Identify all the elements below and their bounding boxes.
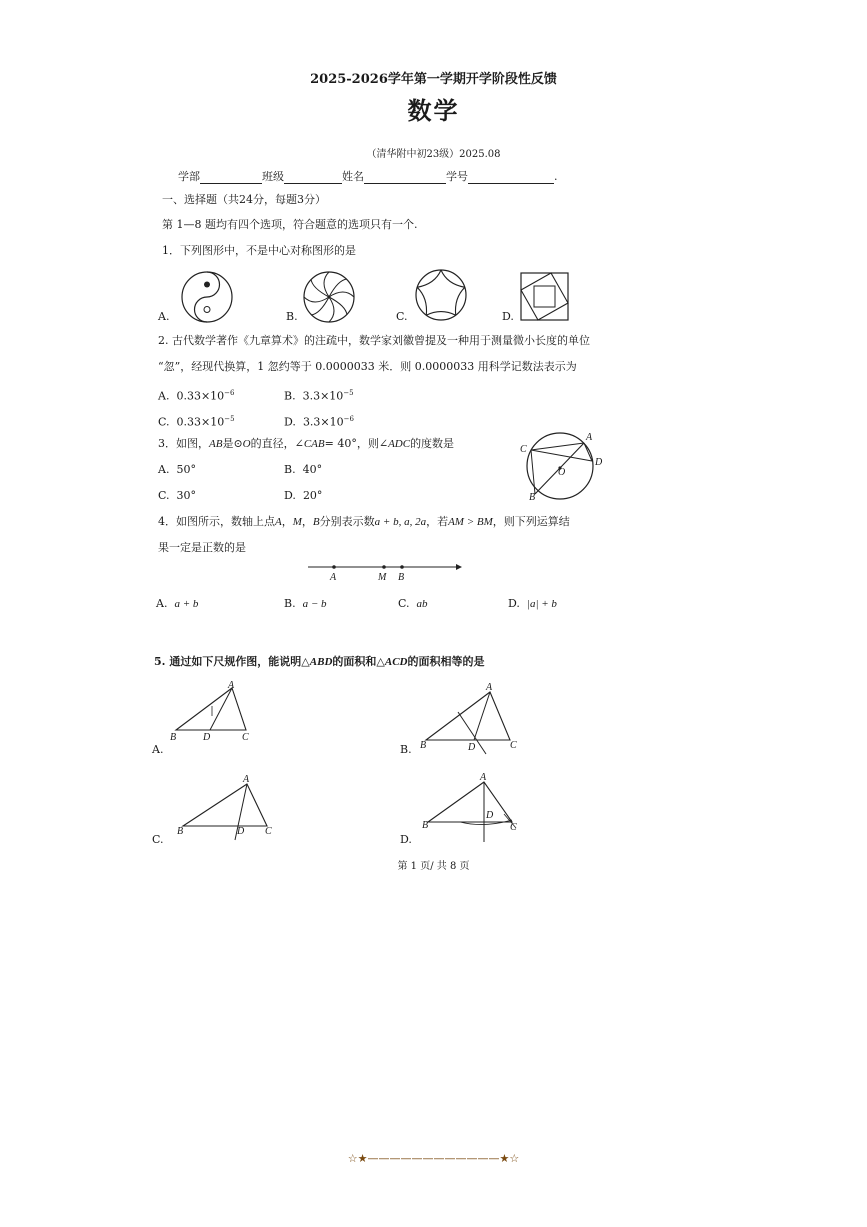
class-blank[interactable]	[284, 172, 342, 184]
section-instruction: 第 1—8 题均有四个选项，符合题意的选项只有一个.	[162, 218, 418, 231]
q3-option-c: C. 30°	[158, 489, 197, 502]
q5-option-d-label: D.	[400, 833, 412, 846]
q5-figure-d	[420, 770, 530, 846]
q4-option-b: B. a − b	[284, 597, 327, 610]
nested-square-figure	[520, 272, 570, 322]
point-m	[382, 565, 386, 569]
point-a	[332, 565, 336, 569]
q5b-label-c: C	[510, 740, 517, 751]
q5d-label-d: D	[486, 810, 494, 821]
taiji-figure	[180, 270, 234, 324]
q2-stem-line2: “忽”，经现代换算，1 忽约等于 0.0000033 米．则 0.0000033 用科学记数法表示为	[158, 360, 577, 373]
q4-stem-line1: 4．如图所示，数轴上点A，M，B分别表示数a + b, a, 2a，若AM > BM，则下列运算结	[158, 515, 570, 528]
q1-option-c-label: C.	[396, 310, 408, 323]
q5a-label-d: D	[203, 732, 211, 743]
q5-option-c-label: C.	[152, 833, 164, 846]
q5c-label-a: A	[243, 774, 250, 785]
q5-option-b-label: B.	[400, 743, 412, 756]
q4-option-d: D. |a| + b	[508, 597, 557, 610]
name-blank[interactable]	[364, 172, 446, 184]
section-heading: 一、选择题（共24分，每题3分）	[162, 193, 326, 206]
q5-stem: 5. 通过如下尺规作图，能说明△ABD的面积和△ACD的面积相等的是	[154, 655, 485, 668]
chord-ac	[531, 443, 584, 450]
q1-option-d-label: D.	[502, 310, 514, 323]
q5b-label-a: A	[486, 682, 493, 693]
dept-label: 学部	[178, 170, 200, 183]
q3-label-c: C	[520, 444, 527, 455]
q2-option-c: C. $0.33\times 10^{-5}$	[158, 415, 235, 429]
q2-option-b: B. $3.3\times 10^{-5}$	[284, 389, 354, 403]
q5c-label-c: C	[265, 826, 272, 837]
q3-circle-figure	[518, 428, 608, 504]
q3-stem: 3．如图，AB是⊙O的直径，∠CAB= 40°，则∠ADC的度数是	[158, 437, 455, 450]
q5-figure-a	[170, 678, 258, 744]
school-date-line: （清华附中初23级）2025.08	[366, 149, 501, 160]
id-label: 学号	[446, 170, 468, 183]
q3-label-d: D	[595, 457, 603, 468]
axis-label-b: B	[398, 572, 405, 583]
q5c-label-b: B	[177, 826, 184, 837]
q5-figure-c	[175, 770, 285, 846]
id-blank[interactable]	[468, 172, 554, 184]
q5a-label-c: C	[242, 732, 249, 743]
chord-cb	[531, 450, 535, 494]
q2-option-d: D. $3.3\times 10^{-6}$	[284, 415, 354, 429]
q5a-label-b: B	[170, 732, 177, 743]
q2-stem-line1: 2. 古代数学著作《九章算术》的注疏中，数学家刘徽曾提及一种用于测量微小长度的单位	[158, 334, 590, 347]
q5d-label-b: B	[422, 820, 429, 831]
q4-option-c: C. ab	[398, 597, 428, 610]
class-label: 班级	[262, 170, 284, 183]
q4-stem-line2: 果一定是正数的是	[158, 541, 246, 554]
q3-label-o: O	[558, 467, 566, 478]
q3-option-a: A. 50°	[158, 463, 196, 476]
footer-ornament: ☆★————————————★☆	[347, 1152, 520, 1165]
pentagon-circle-figure	[414, 268, 468, 322]
axis-label-a: A	[330, 572, 337, 583]
q1-option-b-label: B.	[286, 310, 298, 323]
q1-option-a-label: A.	[158, 310, 170, 323]
chord-ad	[584, 443, 592, 461]
q5d-label-c: C	[510, 822, 517, 833]
chord-cd	[531, 450, 592, 461]
exam-title: 2025-2026学年第一学期开学阶段性反馈	[310, 72, 557, 87]
q5b-label-d: D	[468, 742, 476, 753]
q5b-label-b: B	[420, 740, 427, 751]
dept-blank[interactable]	[200, 172, 262, 184]
q5c-label-d: D	[237, 826, 245, 837]
q3-option-d: D. 20°	[284, 489, 323, 502]
q4-number-line	[306, 560, 462, 584]
student-info-line: 学部 班级 姓名 学号 .	[178, 170, 558, 183]
q3-label-a: A	[586, 432, 593, 443]
q3-label-b: B	[529, 492, 536, 503]
q5-figure-b	[418, 678, 528, 754]
q4-option-a: A. a + b	[156, 597, 199, 610]
q5a-label-a: A	[228, 680, 235, 691]
subject-title: 数学	[407, 96, 460, 125]
axis-label-m: M	[378, 572, 387, 583]
page-number: 第 1 页/ 共 8 页	[397, 861, 470, 872]
q2-option-a: A. $0.33\times 10^{-6}$	[158, 389, 235, 403]
pinwheel-circle-figure	[302, 270, 356, 324]
q3-option-b: B. 40°	[284, 463, 323, 476]
q5d-label-a: A	[480, 772, 487, 783]
name-label: 姓名	[342, 170, 364, 183]
point-b	[400, 565, 404, 569]
q5-option-a-label: A.	[152, 743, 164, 756]
q1-stem: 1．下列图形中，不是中心对称图形的是	[162, 244, 356, 257]
